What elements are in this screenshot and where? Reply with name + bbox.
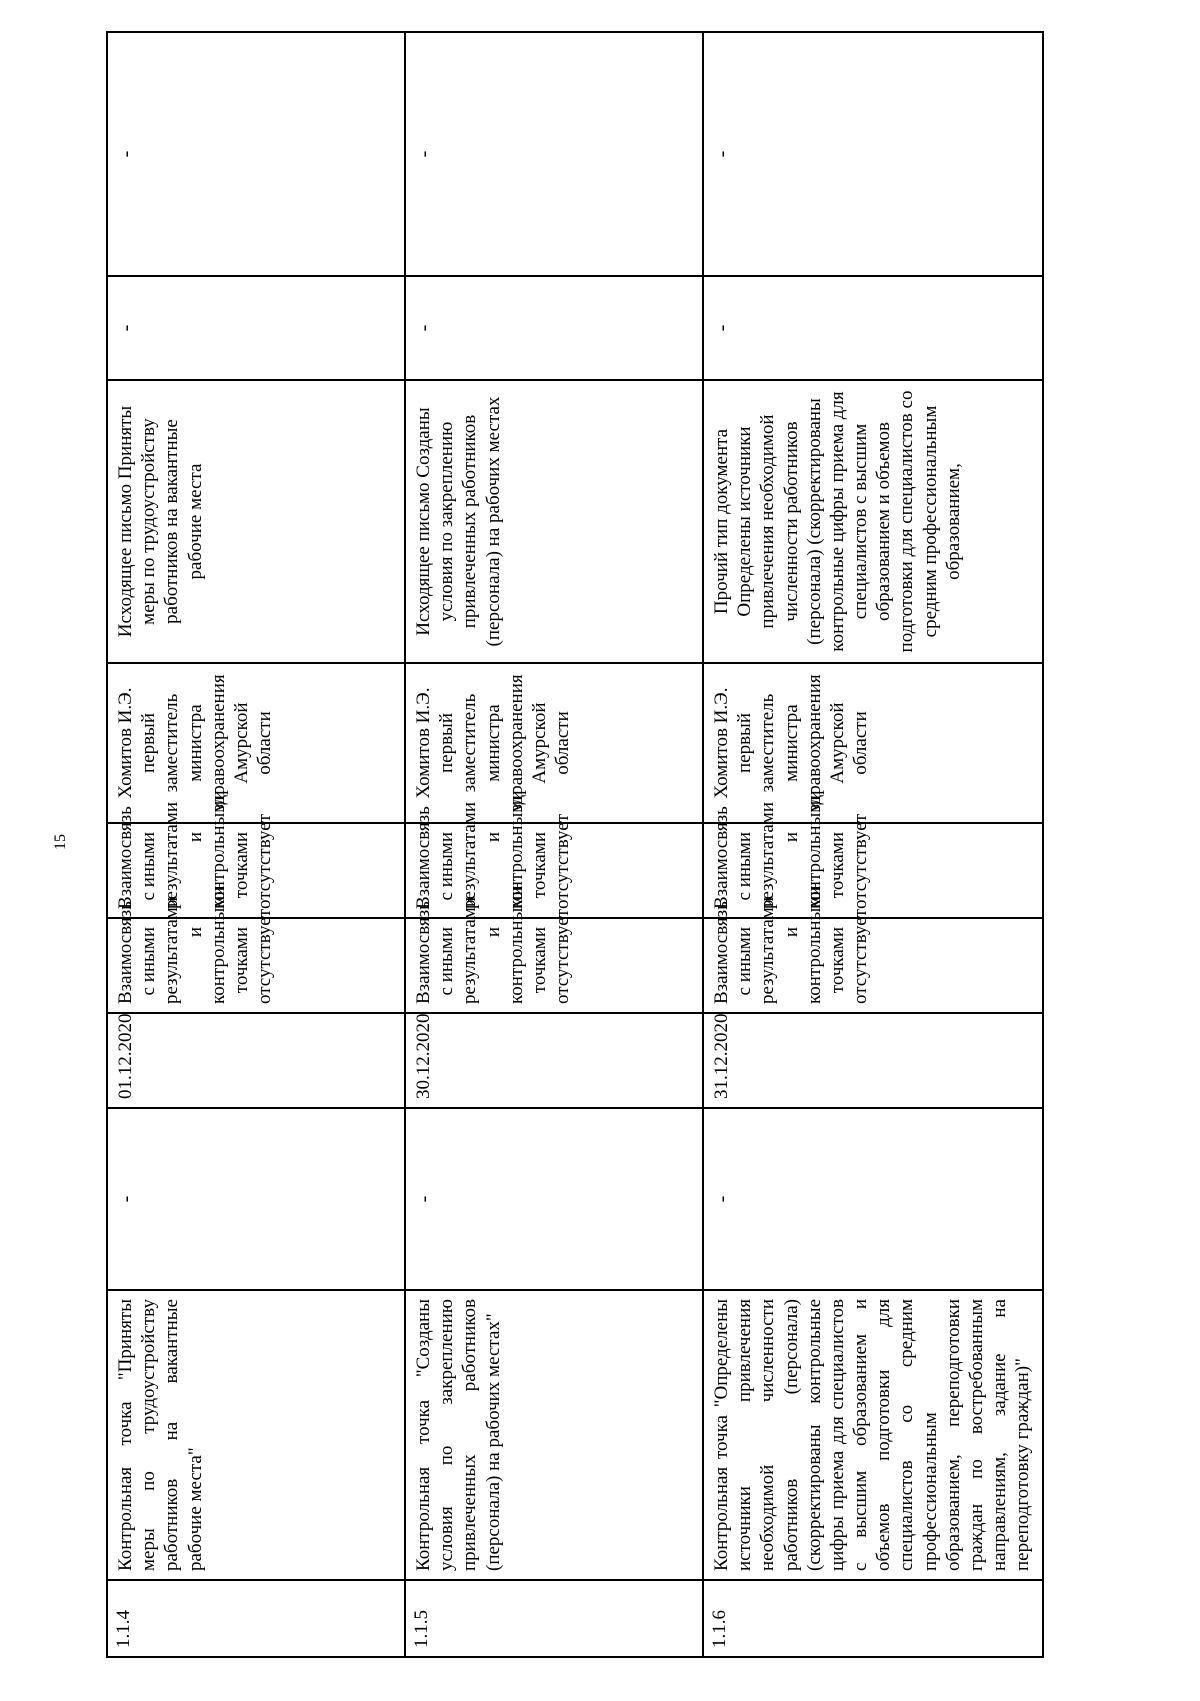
document-cell: Прочий тип документа Определены источники привлечения необходимой численности работников (персонала) (скорректированы контрольные цифры приема для специалистов с высшим образованием и объемов подготовки для специалистов со средним профессиональным образованием, — [703, 380, 1043, 663]
row-number: 1.1.6 — [703, 1580, 1043, 1657]
control-point-title: Контрольная точка "Созданы условия по закреплению привлеченных работников (персонала) на рабочих местах" — [405, 1290, 703, 1580]
empty-cell: - — [405, 1108, 703, 1290]
empty-cell: - — [703, 276, 1043, 380]
relation-cell: Взаимосвязь с иными результатами и контрольными точками отсутствует — [703, 918, 1043, 1013]
control-point-title: Контрольная точка "Приняты меры по трудоустройству работников на вакантные рабочие места" — [107, 1290, 405, 1580]
row-number: 1.1.4 — [107, 1580, 405, 1657]
empty-cell: - — [107, 276, 405, 380]
relation-cell: Взаимосвязь с иными результатами и контрольными точками отсутствует — [405, 823, 703, 918]
responsible-cell: Хомитов И.Э. первый заместитель министра здравоохранения Амурской области — [703, 663, 1043, 823]
responsible-cell: Хомитов И.Э. первый заместитель министра здравоохранения Амурской области — [405, 663, 703, 823]
table-row — [107, 32, 405, 1657]
document-cell: Исходящее письмо Приняты меры по трудоустройству работников на вакантные рабочие места — [107, 380, 405, 663]
empty-cell: - — [703, 1108, 1043, 1290]
relation-cell: Взаимосвязь с иными результатами и контрольными точками отсутствует — [405, 918, 703, 1013]
control-points-table — [106, 31, 1044, 1658]
responsible-cell: Хомитов И.Э. первый заместитель министра здравоохранения Амурской области — [107, 663, 405, 823]
date-cell: 31.12.2020 — [703, 1013, 1043, 1108]
page-number: 15 — [52, 834, 69, 850]
empty-cell: - — [405, 276, 703, 380]
date-cell: 01.12.2020 — [107, 1013, 405, 1108]
control-point-title: Контрольная точка "Определены источники привлечения необходимой численности работников (персонала) (скорректированы контрольные цифры приема для специалистов с высшим образованием и объемов подготовки для специалистов со средним профессиональным образованием, переподготовки граждан по востребованным направлениям, задание на переподготовку граждан)" — [703, 1290, 1043, 1580]
date-cell: 30.12.2020 — [405, 1013, 703, 1108]
empty-cell: - — [107, 32, 405, 276]
empty-cell: - — [703, 32, 1043, 276]
document-cell: Исходящее письмо Созданы условия по закреплению привлеченных работников (персонала) на рабочих местах — [405, 380, 703, 663]
relation-cell: Взаимосвязь с иными результатами и контрольными точками отсутствует — [107, 823, 405, 918]
relation-cell: Взаимосвязь с иными результатами и контрольными точками отсутствует — [107, 918, 405, 1013]
rotated-table-container — [106, 33, 1044, 1658]
empty-cell: - — [107, 1108, 405, 1290]
relation-cell: Взаимосвязь с иными результатами и контрольными точками отсутствует — [703, 823, 1043, 918]
row-number: 1.1.5 — [405, 1580, 703, 1657]
table-row — [703, 32, 1043, 1657]
table-row — [405, 32, 703, 1657]
empty-cell: - — [405, 32, 703, 276]
